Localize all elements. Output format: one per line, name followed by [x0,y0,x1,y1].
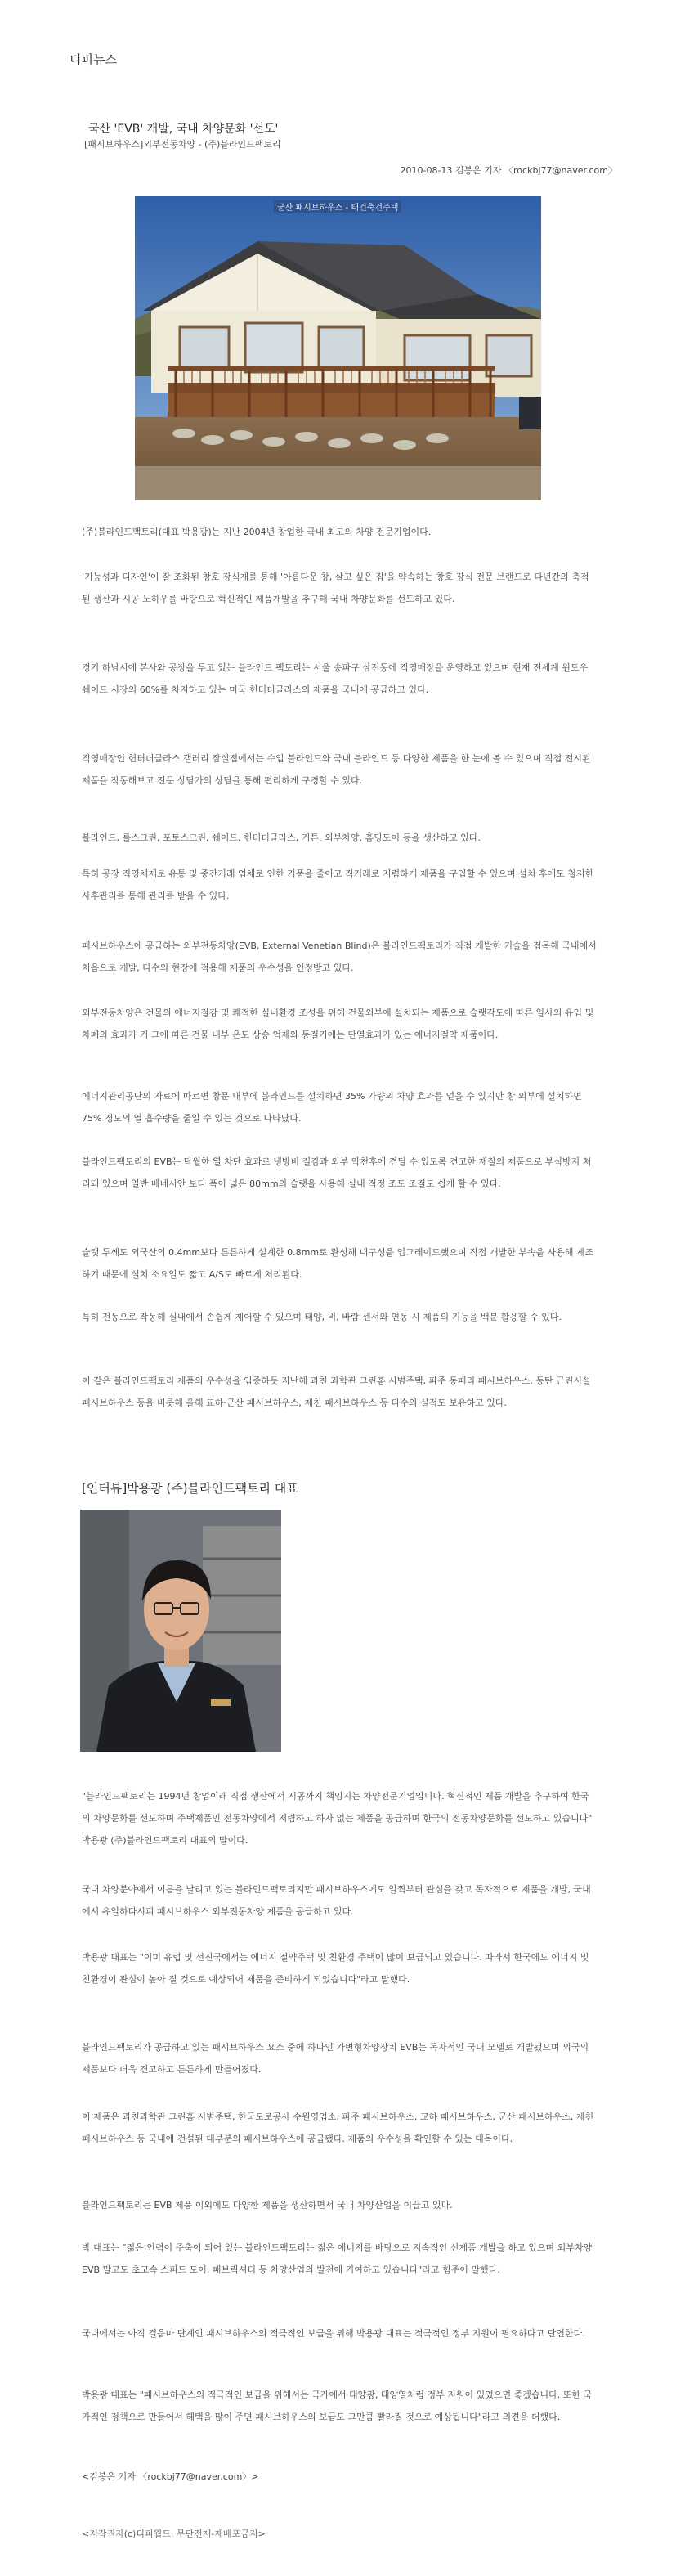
interview-paragraph: 박용광 대표는 "패시브하우스의 적극적인 보급을 위해서는 국가에서 태양광, 태양열처럼 정부 지원이 있었으면 좋겠습니다. 또한 국가적인 정책으로 만들어서 혜택을 많이 주면 패시브하우스의 보급도 그만큼 빨라질 것으로 예상됩니다"라고 의견을 더했다. [82,2390,593,2422]
interview-paragraph: 국내 차양분야에서 이름을 날리고 있는 블라인드팩토리지만 패시브하우스에도 일찍부터 관심을 갖고 독자적으로 제품을 개발, 국내에서 유일하다시피 패시브하우스 외부전동차양 제품을 공급하고 있다. [82,1884,591,1917]
copyright-notice: <저작권자(c)디피월드, 무단전재-재배포금지> [82,2529,266,2539]
interview-paragraph: 박용광 대표는 "이미 유럽 및 선진국에서는 에너지 절약주택 및 친환경 주택이 많이 보급되고 있습니다. 따라서 한국에도 에너지 및 친환경이 관심이 높아 질 것으로 예상되어 제품을 준비하게 되었습니다"라고 말했다. [82,1952,589,1985]
interview-paragraph: "블라인드팩토리는 1994년 창업이래 직접 생산에서 시공까지 책임지는 차양전문기업입니다. 혁신적인 제품 개발을 추구하여 한국의 차양문화를 선도하며 주택제품인 전동차양에서 저렴하고 하자 없는 제품을 공급하며 한국의 전동차양문화를 선도하고 있습니다" 박용광 (주)블라인드팩토리 대표의 말이다. [82,1791,593,1846]
paragraph: 블라인드, 롤스크린, 포토스크린, 쉐이드, 헌터더글라스, 커튼, 외부차양, 홈딩도어 등을 생산하고 있다. [82,832,481,843]
article-subtitle: [패시브하우스]외부전동차양 - (주)블라인드팩토리 [84,139,281,150]
interview-paragraph: 블라인드팩토리가 공급하고 있는 패시브하우스 요소 중에 하나인 가변형차양장치 EVB는 독자적인 국내 모델로 개발됐으며 외국의 제품보다 더욱 견고하고 튼튼하게 만들어졌다. [82,2042,589,2075]
interview-heading: [인터뷰]박용광 (주)블라인드팩토리 대표 [82,1481,298,1496]
paragraph: 패시브하우스에 공급하는 외부전동차양(EVB, External Venetian Blind)은 블라인드팩토리가 직접 개발한 기술을 접목해 국내에서 처음으로 개발, 다수의 현장에 적용해 제품의 우수성을 인정받고 있다. [82,940,597,973]
paragraph: (주)블라인드팩토리(대표 박용광)는 지난 2004년 창업한 국내 최고의 차양 전문기업이다. [82,527,432,537]
paragraph: 특히 공장 직영체제로 유통 및 중간거래 업체로 인한 거품을 줄이고 직거래로 저렴하게 제품을 구입할 수 있으며 설치 후에도 철저한 사후관리를 통해 관리를 받을 수 있다. [82,868,594,901]
house-photo [135,196,541,500]
paragraph: '기능성과 디자인'이 잘 조화된 창호 장식재를 통해 '아름다운 창, 살고 싶은 집'을 약속하는 창호 장식 전문 브랜드로 다년간의 축적된 생산과 시공 노하우를 바탕으로 혁신적인 제품개발을 추구해 국내 차양문화를 선도하고 있다. [82,572,589,604]
reporter-signature: <김봉은 기자 〈rockbj77@naver.com〉> [82,2471,259,2482]
interview-paragraph: 박 대표는 "젊은 인력이 주축이 되어 있는 블라인드팩토리는 젊은 에너지를 바탕으로 지속적인 신제품 개발을 하고 있으며 외부차양 EVB 말고도 초고속 스피드 도어, 패브릭셔터 등 차양산업의 발전에 기여하고 있습니다"라고 힘주어 말했다. [82,2242,593,2275]
paragraph: 외부전동차양은 건물의 에너지절감 및 쾌적한 실내환경 조성을 위해 건물외부에 설치되는 제품으로 슬랫각도에 따른 일사의 유입 및 차폐의 효과가 커 그에 따른 건물 내부 온도 상승 억제와 동절기에는 단열효과가 있는 에너지절약 제품이다. [82,1008,594,1040]
paragraph: 이 같은 블라인드팩토리 제품의 우수성을 입증하듯 지난해 과천 과학관 그린홈 시범주택, 파주 동패리 패시브하우스, 동탄 근린시설 패시브하우스 등을 비롯해 올해 교하·군산 패시브하우스, 제천 패시브하우스 등 다수의 실적도 보유하고 있다. [82,1376,591,1408]
article-title: 국산 'EVB' 개발, 국내 차양문화 '선도' [88,123,279,136]
interview-paragraph: 이 제품은 과천과학관 그린홈 시범주택, 한국도로공사 수원영업소, 파주 패시브하우스, 교하 패시브하우스, 군산 패시브하우스, 제천 패시브하우스 등 국내에 건설된 대부분의 패시브하우스에 공급됐다. 제품의 우수성을 확인할 수 있는 대목이다. [82,2112,594,2144]
paragraph: 특히 전동으로 작동해 실내에서 손쉽게 제어할 수 있으며 태양, 비, 바람 센서와 연동 시 제품의 기능을 백분 활용할 수 있다. [82,1312,562,1322]
house-photo-banner: 군산 패시브하우스 - 태건축건주택 [274,200,401,213]
paragraph: 직영매장인 헌터더글라스 갤러리 잠실점에서는 수입 블라인드와 국내 블라인드 등 다양한 제품을 한 눈에 볼 수 있으며 직접 전시된 제품을 작동해보고 전문 상담가의 상담을 통해 편리하게 구경할 수 있다. [82,753,591,786]
site-name: 디피뉴스 [69,52,117,67]
interview-paragraph: 국내에서는 아직 걸음마 단계인 패시브하우스의 적극적인 보급을 위해 박용광 대표는 적극적인 정부 지원이 필요하다고 단언한다. [82,2328,585,2339]
paragraph: 에너지관리공단의 자료에 따르면 창문 내부에 블라인드를 설치하면 35% 가량의 차양 효과를 얻을 수 있지만 창 외부에 설치하면 75% 정도의 열 흡수량을 줄일 수 있는 것으로 나타났다. [82,1091,582,1124]
paragraph: 슬랫 두께도 외국산의 0.4mm보다 튼튼하게 설계한 0.8mm로 완성해 내구성을 업그레이드했으며 직접 개발한 부속을 사용해 제조하기 때문에 설치 소요일도 짧고 A/S도 빠르게 처리된다. [82,1247,594,1280]
interviewee-photo [80,1510,281,1752]
paragraph: 경기 하남시에 본사와 공장을 두고 있는 블라인드 팩토리는 서울 송파구 삼전동에 직영매장을 운영하고 있으며 현재 전세계 윈도우 쉐이드 시장의 60%를 차지하고 있는 미국 헌터더글라스의 제품을 국내에 공급하고 있다. [82,662,589,695]
paragraph: 블라인드팩토리의 EVB는 탁월한 열 차단 효과로 냉방비 절감과 외부 악천후에 견딜 수 있도록 견고한 재질의 제품으로 부식방지 처리돼 있으며 일반 베네시안 보다 폭이 넓은 80mm의 슬랫을 사용해 실내 적정 조도 조절도 쉽게 할 수 있다. [82,1156,592,1189]
interview-paragraph: 블라인드팩토리는 EVB 제품 이외에도 다양한 제품을 생산하면서 국내 차양산업을 이끌고 있다. [82,2200,453,2210]
article-byline: 2010-08-13 김봉은 기자 〈rockbj77@naver.com〉 [400,165,617,176]
